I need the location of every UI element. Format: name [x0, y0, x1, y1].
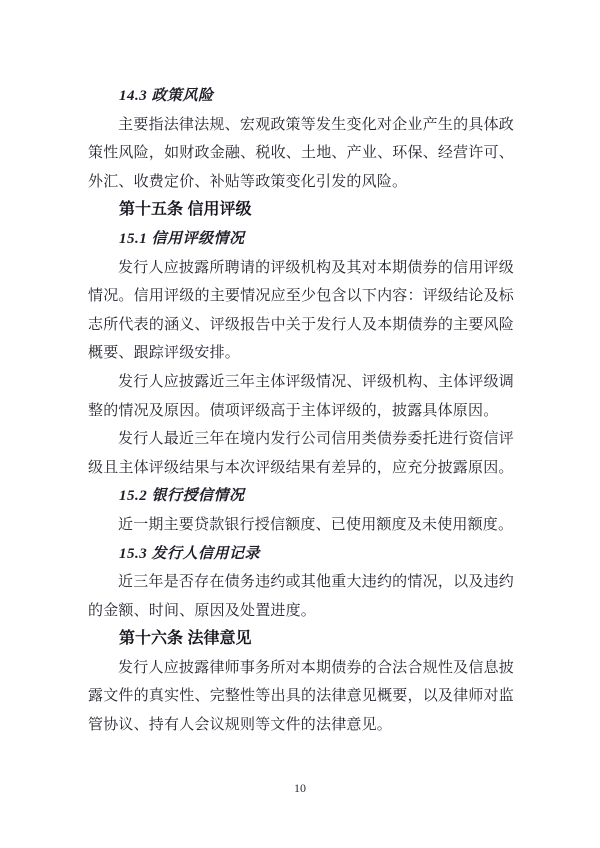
- paragraph: 近三年是否存在债务违约或其他重大违约的情况，以及违约的金额、时间、原因及处置进度。: [88, 574, 514, 619]
- paragraph: 发行人应披露所聘请的评级机构及其对本期债券的信用评级情况。信用评级的主要情况应至少包含以下内容：评级结论及标志所代表的涵义、评级报告中关于发行人及本期债券的主要风险概要、跟踪评级安排。: [88, 259, 514, 362]
- section-subheading: 15.1 信用评级情况: [119, 230, 245, 247]
- page-number: 10: [294, 781, 306, 795]
- paragraph: 主要指法律法规、宏观政策等发生变化对企业产生的具体政策性风险，如财政金融、税收、土地、产业、环保、经营许可、外汇、收费定价、补贴等政策变化引发的风险。: [88, 116, 514, 190]
- section-subheading: 15.2 银行授信情况: [119, 488, 245, 505]
- section-subheading: 14.3 政策风险: [119, 88, 214, 104]
- paragraph: 发行人最近三年在境内发行公司信用类债券委托进行资信评级且主体评级结果与本次评级结果有差异的，应充分披露原因。: [88, 431, 514, 476]
- section-subheading: 15.3 发行人信用记录: [119, 545, 261, 562]
- paragraph: 近一期主要贷款银行授信额度、已使用额度及未使用额度。: [118, 516, 514, 533]
- section-heading: 第十五条 信用评级: [119, 201, 252, 219]
- paragraph: 发行人应披露律师事务所对本期债券的合法合规性及信息披露文件的真实性、完整性等出具的法律意见概要，以及律师对监管协议、持有人会议规则等文件的法律意见。: [88, 659, 514, 734]
- document-content: [88, 82, 514, 740]
- paragraph: 发行人应披露近三年主体评级情况、评级机构、主体评级调整的情况及原因。债项评级高于主体评级的，披露具体原因。: [88, 373, 514, 419]
- section-heading: 第十六条 法律意见: [119, 630, 252, 648]
